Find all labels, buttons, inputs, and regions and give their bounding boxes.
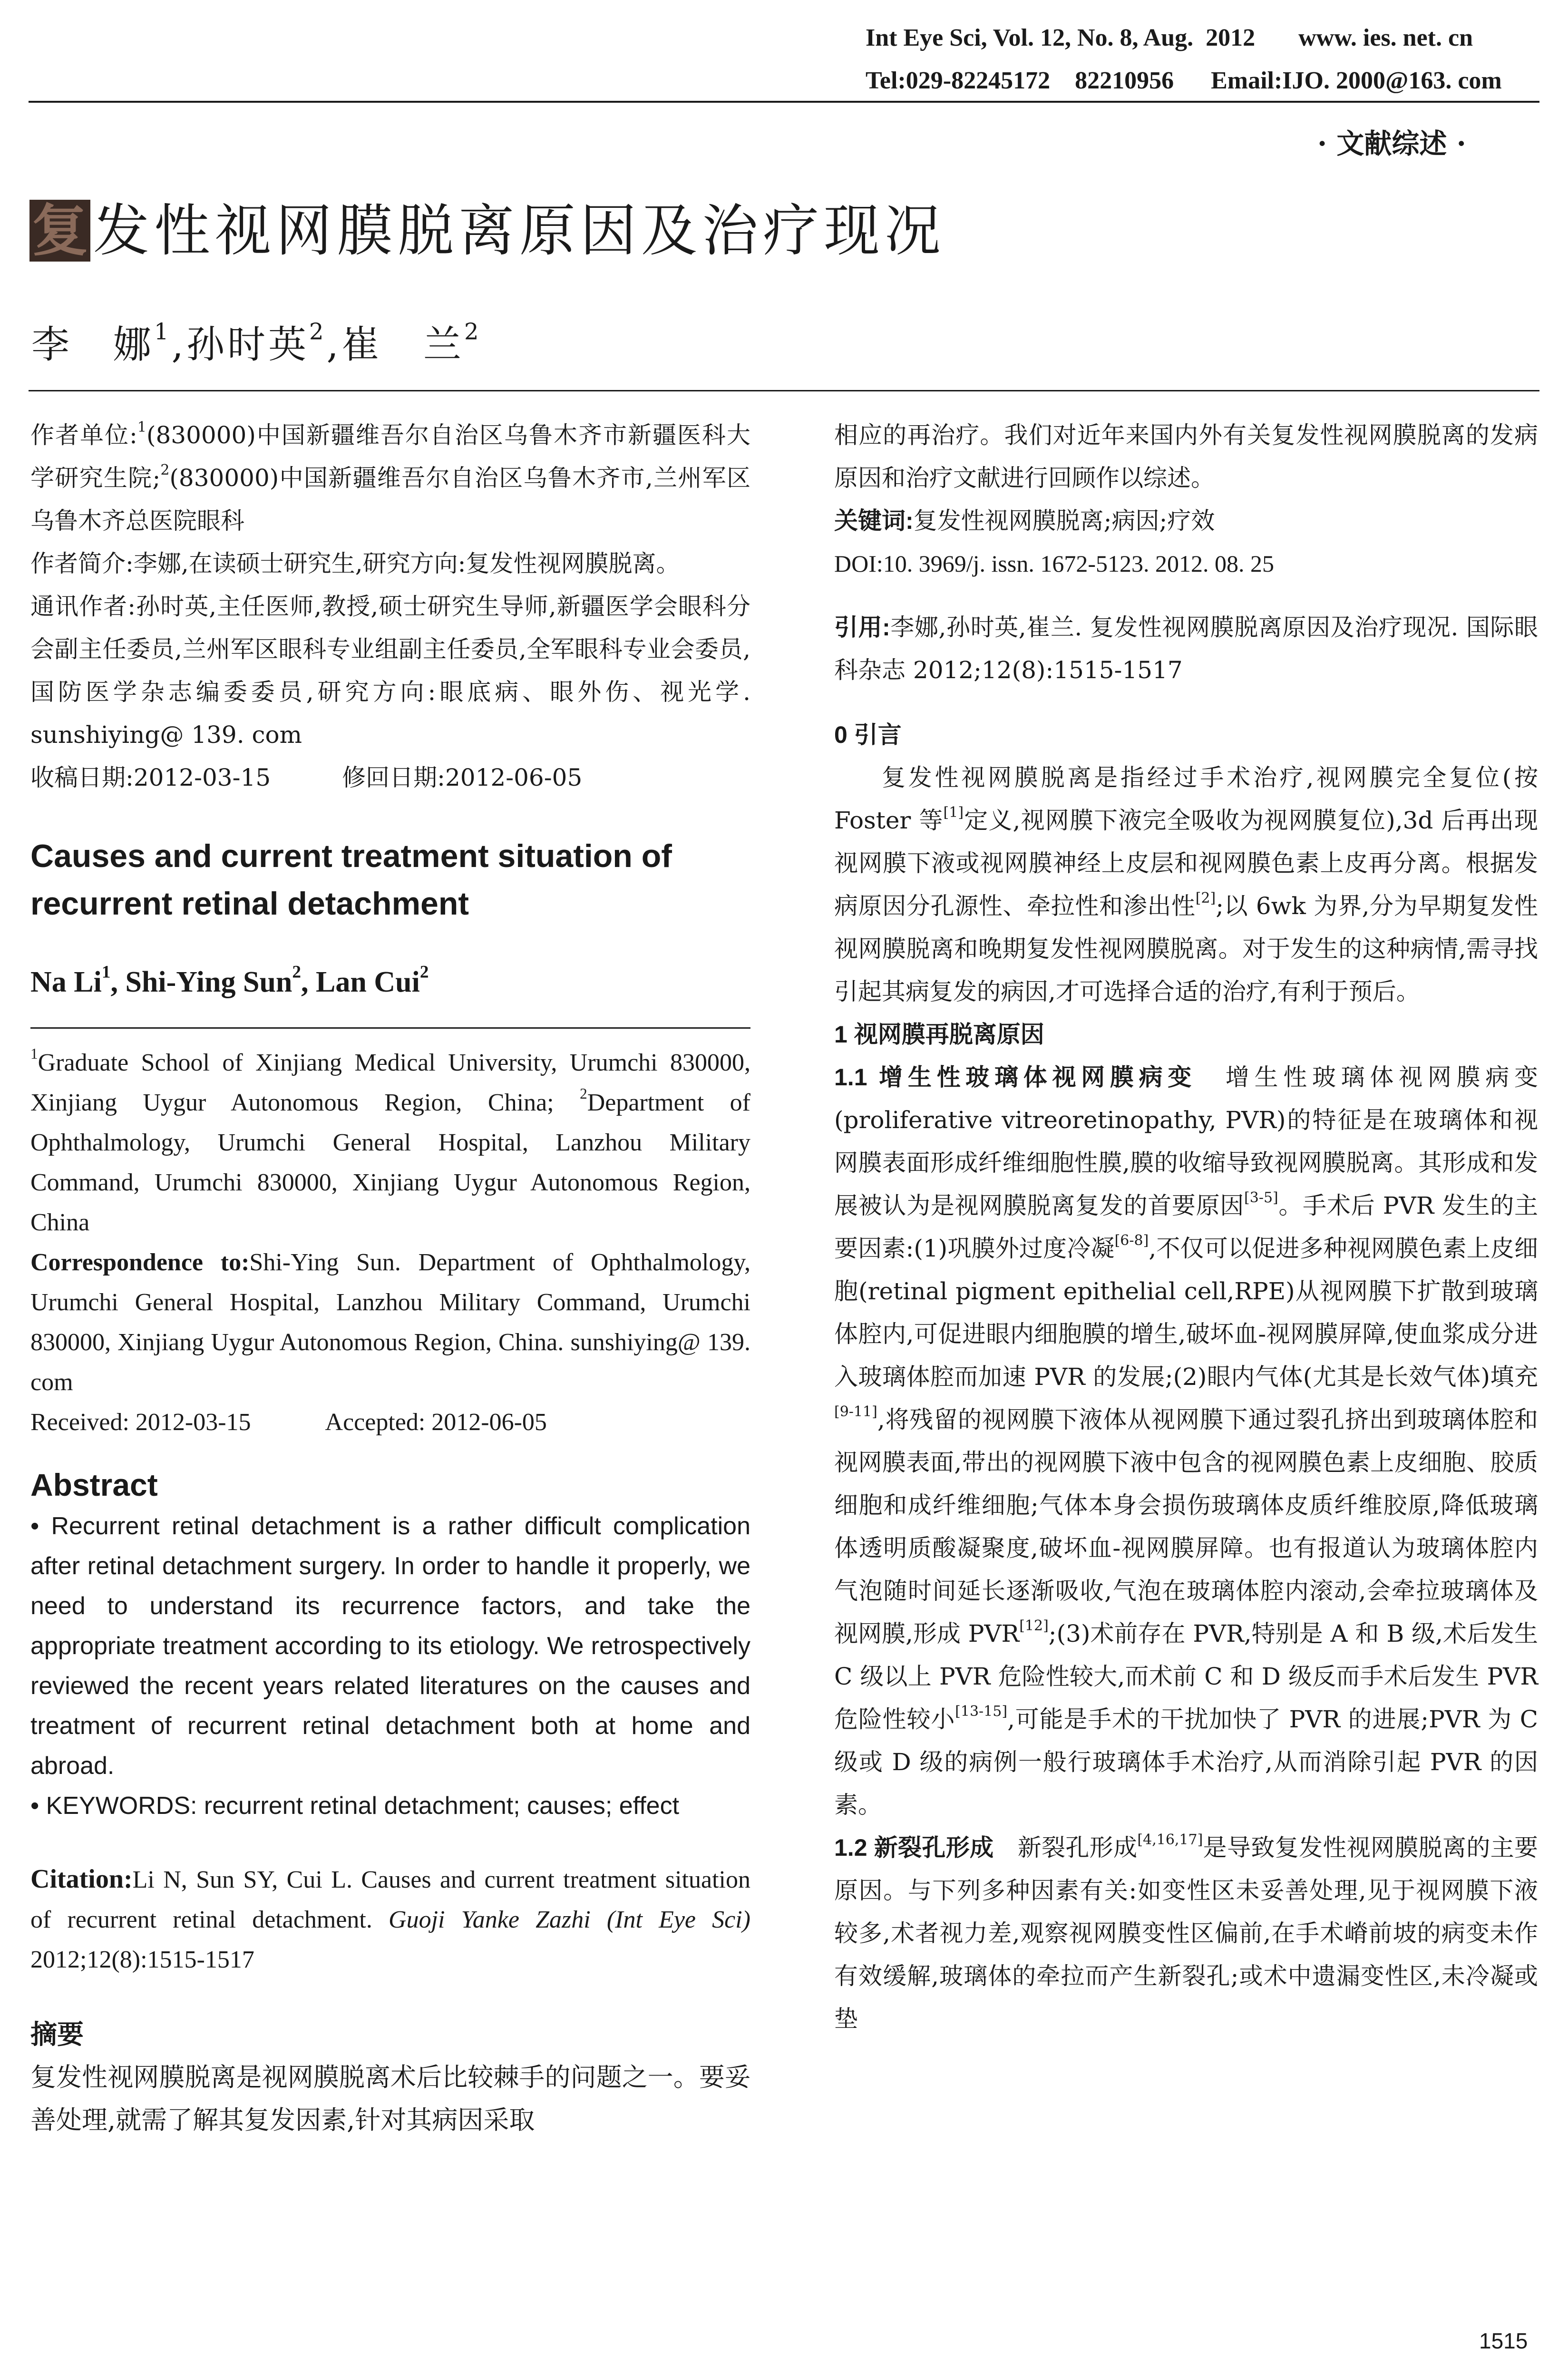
citation-label: Citation: [30, 1864, 133, 1894]
ref-4-16-17: [4,16,17] [1137, 1831, 1203, 1848]
page-title [29, 197, 946, 263]
title-dropcap: 复 [29, 200, 90, 262]
s11-text-a: 增生性玻璃体视网膜病变(proliferative vitreoretinopathy, PVR)的特征是在玻璃体和视网膜表面形成纤维细胞性膜,膜的收缩导致视网膜脱离。其形成和发展被认为是视网膜脱离复发的首要原因 [834, 1063, 1538, 1219]
ref-1: [1] [943, 804, 964, 821]
affiliation-cn [30, 414, 750, 542]
author-cn-2: ,孙时英 [171, 322, 309, 367]
citation-cn-label: 引用: [834, 614, 890, 641]
s11-text-d: ,将残留的视网膜下液体从视网膜下通过裂孔挤出到玻璃体腔和视网膜表面,带出的视网膜下液中包含的视网膜色素上皮细胞、胶质细胞和成纤维细胞;气体本身会损伤玻璃体皮质纤维胶原,降低玻璃体透明质酸凝聚度,破坏血-视网膜屏障。也有报道认为玻璃体腔内气泡随时间延长逐渐吸收,气泡在玻璃体腔内滚动,会牵拉玻璃体及视网膜,形成 PVR [834, 1406, 1538, 1647]
heading-section-1-1: 1.1 增生性玻璃体视网膜病变 [834, 1064, 1197, 1091]
header-rule [29, 101, 1539, 103]
s11-text-c: ,不仅可以促进多种视网膜色素上皮细胞(retinal pigment epithelial cell,RPE)从视网膜下扩散到玻璃体腔内,可促进眼内细胞膜的增生,破坏血-视网膜屏障,使血浆成分进入玻璃体腔而加速 PVR 的发展;(2)眼内气体(尤其是长效气体)填充 [834, 1235, 1538, 1391]
left-column [30, 414, 750, 2142]
ref-3-5: [3-5] [1244, 1189, 1278, 1206]
correspondence-label: Correspondence to: [30, 1249, 250, 1276]
author-cn-3-sup: 2 [464, 318, 482, 345]
affiliation-en-sup-2: 2 [580, 1085, 587, 1102]
author-intro: 作者简介:李娜,在读硕士研究生,研究方向:复发性视网膜脱离。 [30, 550, 680, 577]
citation-journal: Guoji Yanke Zazhi (Int Eye Sci) [389, 1906, 750, 1933]
dates-en: Received: 2012-03-15 Accepted: 2012-06-05 [30, 1409, 547, 1436]
s11-text-f: ,可能是手术的干扰加快了 PVR 的进展;PVR 为 C 级或 D 级的病例一般行玻璃体手术治疗,从而消除引起 PVR 的因素。 [834, 1705, 1539, 1819]
correspondence-text: Shi-Ying Sun. Department of Ophthalmology, Urumchi General Hospital, Lanzhou Military Command, Urumchi 830000, Xinjiang Uygur Autonomous Region, China. sunshiying@ 139. com [30, 1249, 750, 1396]
s12-text-b: 是导致复发性视网膜脱离的主要原因。与下列多种因素有关:如变性区未妥善处理,见于视网膜下液较多,术者视力差,观察视网膜变性区偏前,在手术嵴前坡的病变未作有效缓解,玻璃体的牵拉而产生新裂孔;或术中遗漏变性区,未冷凝或垫 [834, 1834, 1539, 2033]
s11-text-b: 。手术后 PVR 发生的主要因素:(1)巩膜外过度冷凝 [834, 1192, 1539, 1262]
citation-en [30, 1859, 750, 1980]
abstract-body: • Recurrent retinal detachment is a rather difficult complication after retinal detachment surgery. In order to handle it properly, we need to understand its recurrence factors, and take the appropriate treatment according to its etiology. We retrospectively reviewed the recent years related literatures on the causes and treatment of recurrent retinal detachment both at home and abroad. [30, 1512, 750, 1780]
authors-cn [31, 314, 482, 369]
affiliation-en-sup-1: 1 [30, 1045, 38, 1062]
page-number: 1515 [1479, 2328, 1528, 2353]
heading-section-1: 1 视网膜再脱离原因 [834, 1021, 1044, 1048]
author-cn-1-sup: 1 [154, 318, 172, 345]
english-title: Causes and current treatment situation of recurrent retinal detachment [30, 838, 672, 922]
author-en-2-sup: 2 [292, 962, 302, 982]
abstract-rule [30, 1027, 750, 1029]
citation-tail: 2012;12(8):1515-1517 [30, 1946, 254, 1973]
zh-abstract-heading: 摘要 [30, 2019, 84, 2050]
keywords-cn-label: 关键词: [834, 507, 914, 534]
author-cn-2-sup: 2 [309, 318, 327, 345]
s12-text-a: 新裂孔形成 [993, 1834, 1138, 1861]
keywords-cn [834, 499, 1538, 542]
correspondence-en [30, 1243, 750, 1403]
affiliation-en-1: Graduate School of Xinjiang Medical University, Urumchi 830000, Xinjiang Uygur Autonomous Region, China; [30, 1049, 750, 1116]
keywords-cn-text: 复发性视网膜脱离;病因;疗效 [913, 507, 1215, 535]
ref-6-8: [6-8] [1114, 1232, 1149, 1249]
affiliation-label: 作者单位: [30, 421, 137, 449]
affiliation-en-2: Department of Ophthalmology, Urumchi General Hospital, Lanzhou Military Command, Urumchi 830000, Xinjiang Uygur Autonomous Region, China [30, 1089, 750, 1236]
author-en-1-sup: 1 [101, 962, 111, 982]
abstract-heading: Abstract [30, 1467, 158, 1502]
s11-text-e: ;(3)术前存在 PVR,特别是 A 和 B 级,术后发生 C 级以上 PVR 危险性较大,而术前 C 和 D 级反而手术后发生 PVR 危险性较小 [834, 1620, 1538, 1733]
citation-cn-text: 李娜,孙时英,崔兰. 复发性视网膜脱离原因及治疗现况. 国际眼科杂志 2012;12(8):1515-1517 [834, 614, 1538, 684]
authors-rule [29, 390, 1539, 391]
section-label: · 文献综述 · [1317, 127, 1466, 160]
doi: DOI:10. 3969/j. issn. 1672-5123. 2012. 08. 25 [834, 550, 1274, 577]
intro-paragraph [834, 756, 1538, 1013]
intro-text-a: 复发性视网膜脱离是指经过手术治疗,视网膜完全复位(按 Foster 等 [834, 764, 1538, 834]
ref-2: [2] [1195, 890, 1216, 906]
right-column [834, 414, 1538, 2040]
intro-text-b: 定义,视网膜下液完全吸收为视网膜复位),3d 后再出现视网膜下液或视网膜神经上皮层和视网膜色素上皮再分离。根据发病原因分孔源性、牵拉性和渗出性 [834, 807, 1538, 920]
section-1-2 [834, 1826, 1538, 2040]
authors-en [30, 961, 750, 1003]
ref-12: [12] [1019, 1617, 1049, 1634]
journal-header-line2: Tel:029-82245172 82210956 Email:IJO. 2000@163. com [866, 67, 1502, 94]
intro-text-c: ;以 6wk 为界,分为早期复发性视网膜脱离和晚期复发性视网膜脱离。对于发生的这种病情,需寻找引起其病复发的病因,才可选择合适的治疗,有利于预后。 [834, 892, 1539, 1005]
journal-header-line1: Int Eye Sci, Vol. 12, No. 8, Aug. 2012 www. ies. net. cn [866, 24, 1473, 51]
affiliation-sup-1: 1 [137, 419, 146, 436]
author-cn-1: 李 娜 [31, 322, 154, 367]
affiliation-sup-2: 2 [160, 462, 170, 478]
corresponding-author-cn: 通讯作者:孙时英,主任医师,教授,硕士研究生导师,新疆医学会眼科分会副主任委员,兰州军区眼科专业组副主任委员,全军眼科专业会委员,国防医学杂志编委委员,研究方向:眼底病、眼外伤、视光学. sunshiying@ 139. com [30, 593, 750, 749]
author-en-3: , Lan Cui [301, 966, 420, 998]
heading-section-1-2: 1.2 新裂孔形成 [834, 1834, 994, 1861]
title-text: 发性视网膜脱离原因及治疗现况 [93, 198, 946, 263]
author-en-2: , Shi-Ying Sun [110, 966, 292, 998]
citation-cn [834, 606, 1538, 692]
heading-introduction: 0 引言 [834, 721, 902, 748]
affiliation-en [30, 1043, 750, 1243]
ref-13-15: [13-15] [955, 1703, 1008, 1720]
zh-abstract-continued: 相应的再治疗。我们对近年来国内外有关复发性视网膜脱离的发病原因和治疗文献进行回顾作以综述。 [834, 421, 1538, 492]
author-cn-3: ,崔 兰 [326, 322, 464, 367]
zh-abstract-body: 复发性视网膜脱离是视网膜脱离术后比较棘手的问题之一。要妥善处理,就需了解其复发因素,针对其病因采取 [30, 2062, 750, 2135]
author-en-3-sup: 2 [419, 962, 429, 982]
section-1-1 [834, 1056, 1538, 1826]
ref-9-11: [9-11] [834, 1403, 877, 1420]
affiliation-1: (830000)中国新疆维吾尔自治区乌鲁木齐市新疆医科大学研究生院; [30, 421, 750, 492]
keywords-en: • KEYWORDS: recurrent retinal detachment; causes; effect [30, 1792, 680, 1820]
citation-text: Li N, Sun SY, Cui L. Causes and current treatment situation of recurrent retinal detachment. [30, 1866, 750, 1933]
author-en-1: Na Li [30, 966, 102, 998]
dates-cn: 收稿日期:2012-03-15 修回日期:2012-06-05 [30, 764, 583, 791]
affiliation-2: (830000)中国新疆维吾尔自治区乌鲁木齐市,兰州军区乌鲁木齐总医院眼科 [30, 464, 750, 535]
